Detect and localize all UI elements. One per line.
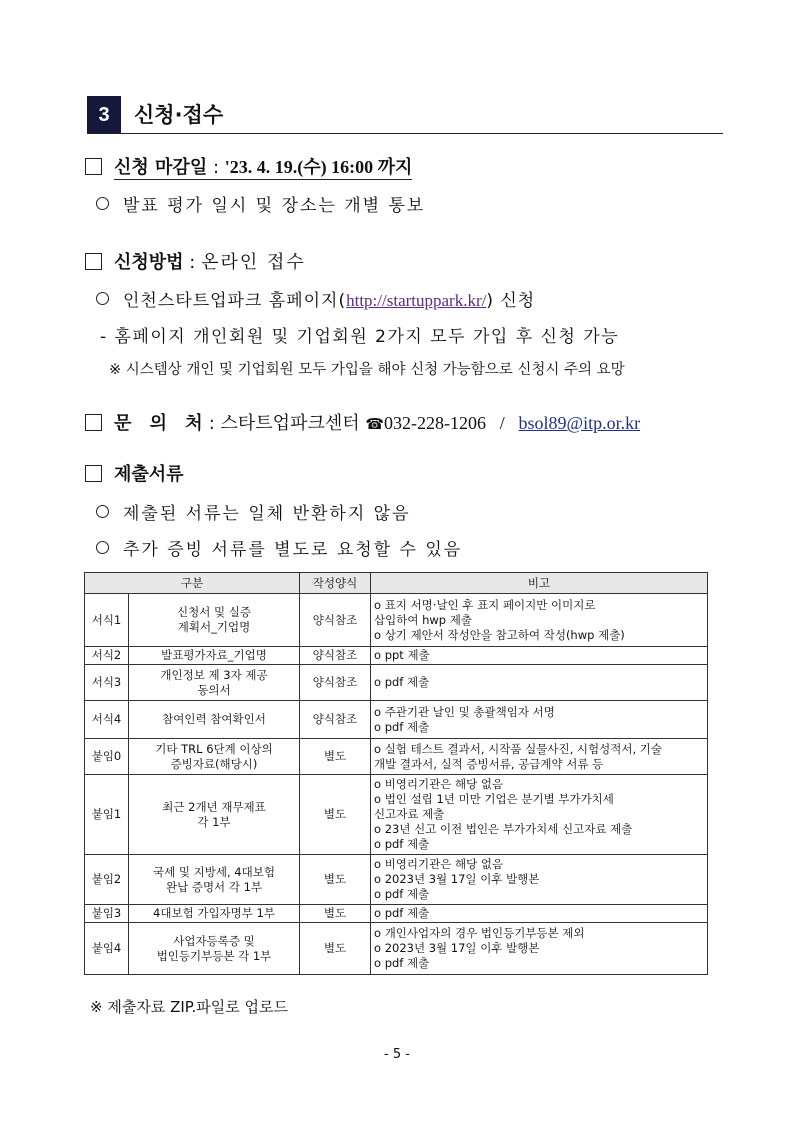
row-name: 참여인력 참여확인서 xyxy=(129,701,300,739)
method-line3: ※ 시스템상 개인 및 기업회원 모두 가입을 해야 신청 가능함으로 신청시 주의 요망 xyxy=(109,362,625,378)
row-code: 붙임0 xyxy=(85,739,129,775)
upload-note: ※ 제출자료 ZIP.파일로 업로드 xyxy=(90,998,288,1016)
deadline-note xyxy=(96,191,425,216)
checkbox-square-icon xyxy=(85,253,102,270)
row-code: 서식3 xyxy=(85,665,129,701)
row-form: 별도 xyxy=(300,923,371,975)
method-line1-suffix: ) 신청 xyxy=(486,291,536,311)
table-row xyxy=(85,701,708,739)
row-note: o 비영리기관은 해당 없음 o 법인 설립 1년 미만 기업은 분기별 부가가치세 신고자료 제출 o 23년 신고 이전 법인은 부가가치세 신고자료 제출 o pdf 제출 xyxy=(371,775,708,855)
section-rule xyxy=(87,133,723,134)
circle-bullet-icon xyxy=(96,541,109,554)
checkbox-square-icon xyxy=(85,414,102,431)
table-row xyxy=(85,905,708,923)
method-separator: : xyxy=(189,252,196,273)
checkbox-square-icon xyxy=(85,158,102,175)
circle-bullet-icon xyxy=(96,197,109,210)
documents-note2-text: 추가 증빙 서류를 별도로 요청할 수 있음 xyxy=(123,540,463,560)
row-note: o 실험 테스트 결과서, 시작품 실물사진, 시험성적서, 기술 개발 결과서, 실적 증빙서류, 공급계약 서류 등 xyxy=(371,739,708,775)
row-form: 양식참조 xyxy=(300,665,371,701)
table-row xyxy=(85,665,708,701)
method-line1-prefix: 인천스타트업파크 홈페이지( xyxy=(123,291,347,311)
page-number: - 5 - xyxy=(384,1047,410,1062)
method-line1 xyxy=(96,286,535,311)
table-header-remarks: 비고 xyxy=(371,573,708,594)
row-code: 서식1 xyxy=(85,594,129,647)
row-form: 별도 xyxy=(300,775,371,855)
deadline-note-text: 발표 평가 일시 및 장소는 개별 통보 xyxy=(123,196,426,216)
table-row xyxy=(85,594,708,647)
row-form: 양식참조 xyxy=(300,647,371,665)
row-form: 별도 xyxy=(300,855,371,905)
documents-note1 xyxy=(96,499,411,524)
row-form: 별도 xyxy=(300,739,371,775)
circle-bullet-icon xyxy=(96,292,109,305)
contact-org: 스타트업파크센터 xyxy=(220,413,360,434)
checkbox-square-icon xyxy=(85,465,102,482)
row-note: o pdf 제출 xyxy=(371,905,708,923)
row-name: 신청서 및 실증 계획서_기업명 xyxy=(129,594,300,647)
table-header-form: 작성양식 xyxy=(300,573,371,594)
deadline-date: '23. 4. 19.(수) 16:00 까지 xyxy=(224,157,413,177)
table-row xyxy=(85,855,708,905)
row-note: o 표지 서명·날인 후 표지 페이지만 이미지로 삽입하여 hwp 제출 o 상기 제안서 작성안을 참고하여 작성(hwp 제출) xyxy=(371,594,708,647)
contact-email-link[interactable]: bsol89@itp.or.kr xyxy=(518,413,641,433)
contact-slash: / xyxy=(499,413,505,433)
row-name: 사업자등록증 및 법인등기부등본 각 1부 xyxy=(129,923,300,975)
method-line2: - 홈페이지 개인회원 및 기업회원 2가지 모두 가입 후 신청 가능 xyxy=(100,327,620,347)
documents-note1-text: 제출된 서류는 일체 반환하지 않음 xyxy=(123,504,411,524)
circle-bullet-icon xyxy=(96,505,109,518)
row-name: 발표평가자료_기업명 xyxy=(129,647,300,665)
contact-label: 문 의 처 xyxy=(114,413,209,434)
row-note: o ppt 제출 xyxy=(371,647,708,665)
row-code: 붙임4 xyxy=(85,923,129,975)
row-note: o pdf 제출 xyxy=(371,665,708,701)
documents-heading xyxy=(85,460,184,486)
row-form: 양식참조 xyxy=(300,594,371,647)
row-code: 서식4 xyxy=(85,701,129,739)
contact-separator: : xyxy=(208,413,215,434)
row-form: 양식참조 xyxy=(300,701,371,739)
row-form: 별도 xyxy=(300,905,371,923)
startuppark-link[interactable]: http://startuppark.kr/ xyxy=(346,291,487,310)
deadline-separator: : xyxy=(212,157,220,178)
section-number: 3 xyxy=(87,96,121,134)
method-value: 온라인 접수 xyxy=(201,252,306,273)
table-row xyxy=(85,739,708,775)
row-code: 붙임2 xyxy=(85,855,129,905)
row-name: 국세 및 지방세, 4대보험 완납 증명서 각 1부 xyxy=(129,855,300,905)
table-header-category: 구분 xyxy=(85,573,300,594)
method-label: 신청방법 xyxy=(114,252,184,273)
deadline-label: 신청 마감일 xyxy=(114,157,208,178)
row-name: 기타 TRL 6단계 이상의 증빙자료(해당시) xyxy=(129,739,300,775)
contact-heading xyxy=(85,409,640,435)
documents-table xyxy=(84,572,708,975)
table-row xyxy=(85,923,708,975)
documents-label: 제출서류 xyxy=(114,464,184,485)
row-code: 서식2 xyxy=(85,647,129,665)
table-row xyxy=(85,647,708,665)
section-title: 신청·접수 xyxy=(134,103,224,127)
deadline-heading xyxy=(85,153,412,179)
documents-note2 xyxy=(96,535,462,560)
table-header-row xyxy=(85,573,708,594)
row-code: 붙임3 xyxy=(85,905,129,923)
row-note: o 주관기관 날인 및 총괄책임자 서명 o pdf 제출 xyxy=(371,701,708,739)
method-heading xyxy=(85,248,306,274)
table-row xyxy=(85,775,708,855)
row-code: 붙임1 xyxy=(85,775,129,855)
row-name: 4대보험 가입자명부 1부 xyxy=(129,905,300,923)
row-note: o 비영리기관은 해당 없음 o 2023년 3월 17일 이후 발행본 o pdf 제출 xyxy=(371,855,708,905)
telephone-icon: ☎ xyxy=(365,415,385,433)
row-name: 최근 2개년 재무제표 각 1부 xyxy=(129,775,300,855)
contact-phone: 032-228-1206 xyxy=(384,413,487,433)
row-name: 개인정보 제 3자 제공 동의서 xyxy=(129,665,300,701)
row-note: o 개인사업자의 경우 법인등기부등본 제외 o 2023년 3월 17일 이후 발행본 o pdf 제출 xyxy=(371,923,708,975)
